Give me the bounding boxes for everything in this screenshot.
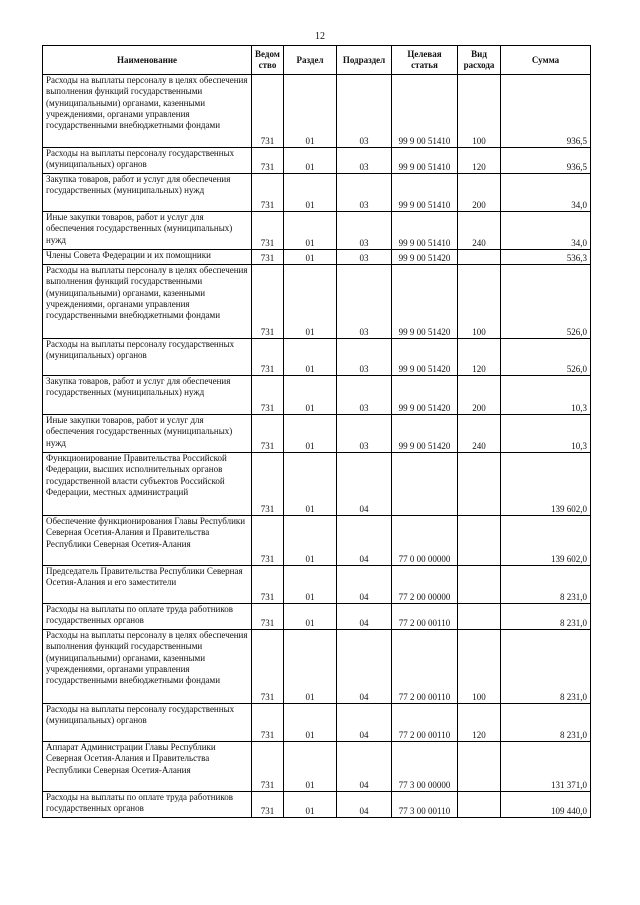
row-target (392, 453, 458, 516)
row-subsection: 03 (337, 250, 392, 265)
row-name: Члены Совета Федерации и их помощники (43, 250, 252, 265)
row-name: Закупка товаров, работ и услуг для обеспечения государственных (муниципальных) нужд (43, 376, 252, 415)
row-name: Иные закупки товаров, работ и услуг для обеспечения государственных (муниципальных) нужд (43, 212, 252, 250)
row-target: 99 9 00 51410 (392, 148, 458, 174)
row-subsection: 04 (337, 630, 392, 704)
table-row (43, 742, 591, 792)
row-target: 77 2 00 00110 (392, 704, 458, 742)
row-type (458, 792, 501, 818)
row-subsection: 04 (337, 516, 392, 566)
table-row (43, 75, 591, 148)
row-section: 01 (284, 250, 337, 265)
row-sum: 8 231,0 (501, 604, 591, 630)
table-header-row (43, 46, 591, 75)
row-section: 01 (284, 604, 337, 630)
table-row (43, 265, 591, 339)
table-row (43, 174, 591, 212)
row-sum: 34,0 (501, 212, 591, 250)
row-target: 77 2 00 00000 (392, 566, 458, 604)
header-section: Раздел (284, 46, 337, 75)
row-dept: 731 (252, 174, 284, 212)
row-section: 01 (284, 339, 337, 376)
row-type: 240 (458, 212, 501, 250)
row-target: 99 9 00 51420 (392, 265, 458, 339)
row-subsection: 03 (337, 212, 392, 250)
row-type: 120 (458, 339, 501, 376)
row-sum: 8 231,0 (501, 566, 591, 604)
row-name: Иные закупки товаров, работ и услуг для обеспечения государственных (муниципальных) нужд (43, 415, 252, 453)
row-section: 01 (284, 265, 337, 339)
row-sum: 8 231,0 (501, 630, 591, 704)
row-name: Обеспечение функционирования Главы Республики Северная Осетия-Алания и Правительства Республики Северная Осетия-Алания (43, 516, 252, 566)
header-type: Вид расхода (458, 46, 501, 75)
table-row (43, 212, 591, 250)
row-section: 01 (284, 75, 337, 148)
row-dept: 731 (252, 415, 284, 453)
row-sum: 109 440,0 (501, 792, 591, 818)
row-name: Расходы на выплаты персоналу государственных (муниципальных) органов (43, 148, 252, 174)
row-subsection: 04 (337, 742, 392, 792)
row-dept: 731 (252, 604, 284, 630)
row-dept: 731 (252, 516, 284, 566)
row-target: 99 9 00 51420 (392, 415, 458, 453)
row-target: 77 2 00 00110 (392, 630, 458, 704)
table-row (43, 148, 591, 174)
row-target: 99 9 00 51420 (392, 339, 458, 376)
row-section: 01 (284, 516, 337, 566)
row-name: Расходы на выплаты по оплате труда работников государственных органов (43, 604, 252, 630)
row-type (458, 516, 501, 566)
table-row (43, 250, 591, 265)
row-subsection: 03 (337, 265, 392, 339)
row-sum: 139 602,0 (501, 453, 591, 516)
table-row (43, 566, 591, 604)
row-subsection: 04 (337, 566, 392, 604)
row-dept: 731 (252, 250, 284, 265)
row-dept: 731 (252, 453, 284, 516)
row-subsection: 04 (337, 792, 392, 818)
row-sum: 936,5 (501, 148, 591, 174)
row-dept: 731 (252, 792, 284, 818)
row-target: 77 3 00 00110 (392, 792, 458, 818)
row-type: 240 (458, 415, 501, 453)
table-row (43, 704, 591, 742)
row-section: 01 (284, 148, 337, 174)
row-target: 99 9 00 51410 (392, 75, 458, 148)
row-section: 01 (284, 376, 337, 415)
page-number: 12 (315, 31, 325, 42)
row-dept: 731 (252, 376, 284, 415)
row-subsection: 03 (337, 174, 392, 212)
row-type (458, 604, 501, 630)
row-name: Расходы на выплаты персоналу в целях обеспечения выполнения функций государственными (муниципальными) органами, казенными учреждениями, органами управления государственными внебюджетными фондами (43, 265, 252, 339)
row-target: 77 0 00 00000 (392, 516, 458, 566)
row-dept: 731 (252, 148, 284, 174)
row-sum: 10,3 (501, 376, 591, 415)
row-sum: 936,5 (501, 75, 591, 148)
row-type: 120 (458, 148, 501, 174)
table-row (43, 630, 591, 704)
table-row (43, 453, 591, 516)
row-name: Расходы на выплаты по оплате труда работников государственных органов (43, 792, 252, 818)
table-row (43, 604, 591, 630)
row-subsection: 04 (337, 604, 392, 630)
row-sum: 8 231,0 (501, 704, 591, 742)
budget-table (42, 45, 591, 818)
row-target: 99 9 00 51420 (392, 250, 458, 265)
row-target: 99 9 00 51410 (392, 174, 458, 212)
row-name: Расходы на выплаты персоналу государственных (муниципальных) органов (43, 704, 252, 742)
row-type: 100 (458, 75, 501, 148)
row-dept: 731 (252, 75, 284, 148)
row-section: 01 (284, 630, 337, 704)
row-sum: 526,0 (501, 339, 591, 376)
row-section: 01 (284, 792, 337, 818)
row-type: 120 (458, 704, 501, 742)
row-sum: 536,3 (501, 250, 591, 265)
row-dept: 731 (252, 339, 284, 376)
row-type: 100 (458, 265, 501, 339)
row-subsection: 03 (337, 415, 392, 453)
row-subsection: 04 (337, 704, 392, 742)
row-dept: 731 (252, 212, 284, 250)
row-section: 01 (284, 174, 337, 212)
table-row (43, 415, 591, 453)
row-dept: 731 (252, 566, 284, 604)
table-row (43, 516, 591, 566)
row-subsection: 03 (337, 376, 392, 415)
header-target: Целевая статья (392, 46, 458, 75)
row-name: Закупка товаров, работ и услуг для обеспечения государственных (муниципальных) нужд (43, 174, 252, 212)
row-dept: 731 (252, 742, 284, 792)
row-type (458, 250, 501, 265)
row-sum: 131 371,0 (501, 742, 591, 792)
header-subsection: Подраздел (337, 46, 392, 75)
row-type: 100 (458, 630, 501, 704)
row-subsection: 03 (337, 75, 392, 148)
row-section: 01 (284, 742, 337, 792)
row-type: 200 (458, 174, 501, 212)
row-target: 77 2 00 00110 (392, 604, 458, 630)
header-dept: Ведом ство (252, 46, 284, 75)
row-type (458, 453, 501, 516)
row-target: 99 9 00 51410 (392, 212, 458, 250)
row-name: Расходы на выплаты персоналу в целях обеспечения выполнения функций государственными (муниципальными) органами, казенными учреждениями, органами управления государственными внебюджетными фондами (43, 75, 252, 148)
table-row (43, 339, 591, 376)
row-target: 99 9 00 51420 (392, 376, 458, 415)
row-type (458, 566, 501, 604)
row-section: 01 (284, 566, 337, 604)
row-section: 01 (284, 453, 337, 516)
row-target: 77 3 00 00000 (392, 742, 458, 792)
row-subsection: 04 (337, 453, 392, 516)
row-dept: 731 (252, 704, 284, 742)
row-section: 01 (284, 704, 337, 742)
row-section: 01 (284, 415, 337, 453)
row-name: Расходы на выплаты персоналу в целях обеспечения выполнения функций государственными (муниципальными) органами, казенными учреждениями, органами управления государственными внебюджетными фондами (43, 630, 252, 704)
row-type (458, 742, 501, 792)
header-sum: Сумма (501, 46, 591, 75)
row-dept: 731 (252, 630, 284, 704)
row-type: 200 (458, 376, 501, 415)
table-row (43, 376, 591, 415)
row-sum: 34,0 (501, 174, 591, 212)
row-name: Председатель Правительства Республики Северная Осетия-Алания и его заместители (43, 566, 252, 604)
row-sum: 139 602,0 (501, 516, 591, 566)
row-name: Аппарат Администрации Главы Республики Северная Осетия-Алания и Правительства Республики Северная Осетия-Алания (43, 742, 252, 792)
row-name: Функционирование Правительства Российской Федерации, высших исполнительных органов государственной власти субъектов Российской Федерации, местных администраций (43, 453, 252, 516)
header-name: Наименование (43, 46, 252, 75)
row-section: 01 (284, 212, 337, 250)
row-name: Расходы на выплаты персоналу государственных (муниципальных) органов (43, 339, 252, 376)
row-subsection: 03 (337, 339, 392, 376)
row-sum: 10,3 (501, 415, 591, 453)
row-sum: 526,0 (501, 265, 591, 339)
table-row (43, 792, 591, 818)
row-dept: 731 (252, 265, 284, 339)
row-subsection: 03 (337, 148, 392, 174)
